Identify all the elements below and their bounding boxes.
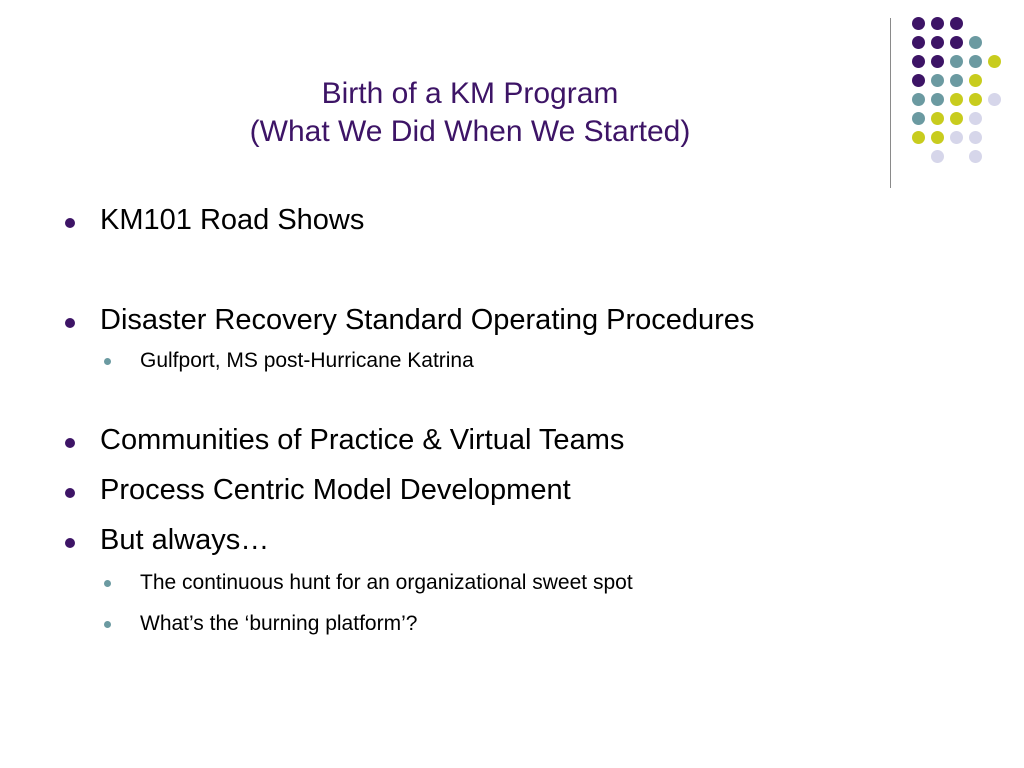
decorative-dot [969, 74, 982, 87]
decorative-dot [931, 112, 944, 125]
sub-bullet-marker [104, 358, 111, 365]
bullet-item: Process Centric Model Development [100, 474, 571, 506]
title-line-2: (What We Did When We Started) [249, 115, 691, 148]
decorative-dot [912, 131, 925, 144]
bullet-marker [65, 218, 75, 228]
sub-bullet-marker [104, 621, 111, 628]
decorative-dot [950, 131, 963, 144]
title-line-1: Birth of a KM Program [321, 77, 619, 110]
decorative-dot [912, 17, 925, 30]
decorative-dot [950, 36, 963, 49]
decorative-dot [931, 150, 944, 163]
bullet-item: Disaster Recovery Standard Operating Procedures [100, 304, 755, 336]
decorative-dot [988, 55, 1001, 68]
bullet-item: But always… [100, 524, 270, 556]
decorative-dot-grid [0, 0, 1024, 200]
bullet-marker [65, 488, 75, 498]
decorative-dot [988, 93, 1001, 106]
bullet-marker [65, 438, 75, 448]
decorative-dot [912, 74, 925, 87]
decorative-dot [912, 112, 925, 125]
decorative-dot [931, 131, 944, 144]
decorative-dot [969, 131, 982, 144]
decorative-dot [931, 74, 944, 87]
decorative-dot [950, 112, 963, 125]
decorative-dot [931, 36, 944, 49]
decorative-dot [950, 55, 963, 68]
decorative-dot [950, 93, 963, 106]
decorative-dot [969, 112, 982, 125]
decorative-dot [950, 74, 963, 87]
bullet-marker [65, 318, 75, 328]
decorative-dot [969, 93, 982, 106]
decorative-dot [931, 93, 944, 106]
sub-bullet-item: What’s the ‘burning platform’? [140, 612, 418, 635]
decorative-dot [950, 17, 963, 30]
decorative-dot [912, 36, 925, 49]
decorative-dot [969, 36, 982, 49]
decorative-dot [912, 55, 925, 68]
decorative-dot [969, 150, 982, 163]
sub-bullet-item: Gulfport, MS post-Hurricane Katrina [140, 349, 474, 372]
sub-bullet-marker [104, 580, 111, 587]
bullet-item: KM101 Road Shows [100, 204, 365, 236]
sub-bullet-item: The continuous hunt for an organizational sweet spot [140, 571, 633, 594]
decorative-dot [969, 55, 982, 68]
decorative-dot [912, 93, 925, 106]
bullet-item: Communities of Practice & Virtual Teams [100, 424, 625, 456]
bullet-marker [65, 538, 75, 548]
decorative-dot [931, 17, 944, 30]
decorative-dot [931, 55, 944, 68]
